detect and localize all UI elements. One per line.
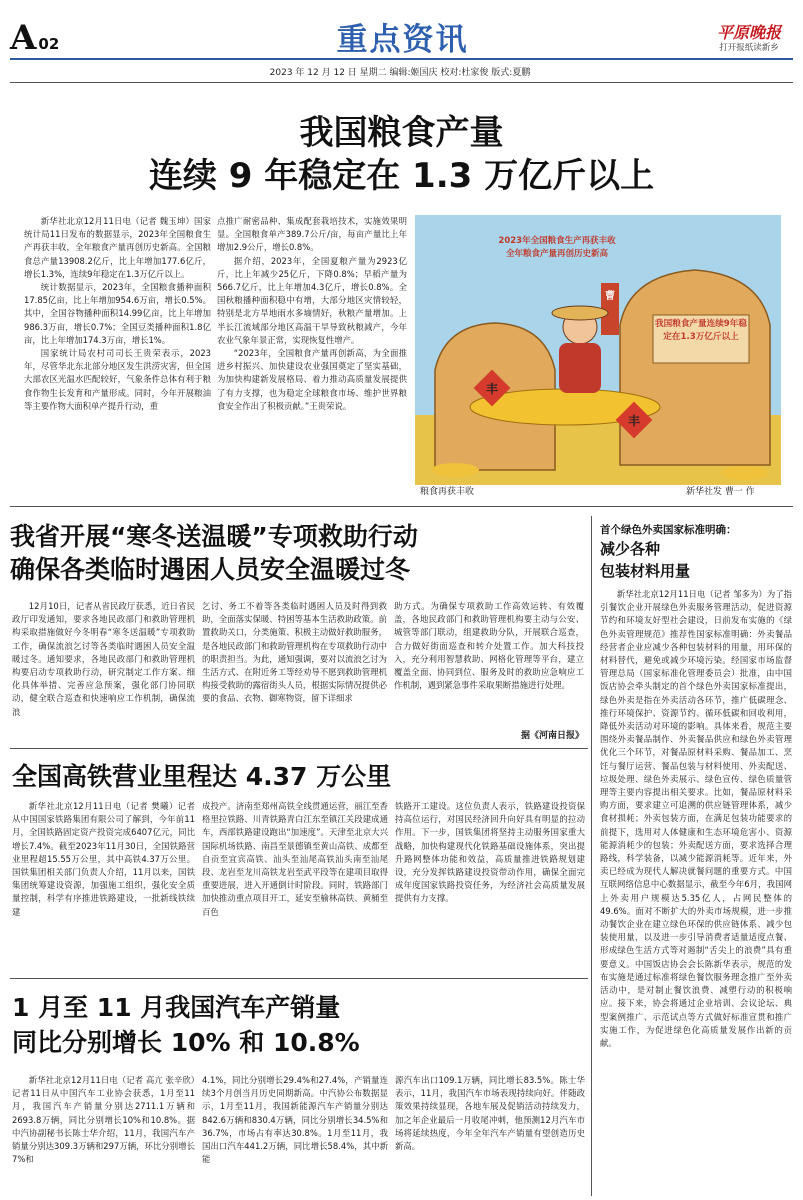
cartoon-caption-left: 粮食再获丰收 <box>420 487 475 497</box>
paragraph: 新华社北京12月11日电（记者 魏玉坤）国家统计局11日发布的数据显示，2023年全国粮食生产再获丰收，全年粮食产量再创历史新高。全国粮食总产量13908.2亿斤，比上年增加177.6亿斤，增长1.3%，连续9年稳定在1.3万亿斤以上。 <box>24 216 211 279</box>
story1-col2 <box>217 215 407 501</box>
story2-headline-line2: 确保各类临时遇困人员安全温暖过冬 <box>10 555 411 584</box>
newspaper-logo <box>706 24 792 54</box>
section-title: 重点资讯 <box>336 22 469 58</box>
paragraph: 统计数据显示，2023年，全国粮食播种面积17.85亿亩，比上年增加954.6万亩，增长0.5%。其中，全国谷物播种面积14.99亿亩，比上年增加986.3万亩，增长0.7%；全国豆类播种面积1.8亿亩，比上年增加174.3万亩，增长1%。 <box>24 282 211 345</box>
story5-headline-line1: 减少各种 <box>600 540 661 558</box>
story4-headline-line1: 1 月至 11 月我国汽车产销量 <box>12 993 341 1022</box>
cartoon-banner <box>471 235 643 261</box>
story4-col1: 新华社北京12月11日电（记者 高亢 张辛欣）记者11日从中国汽车工业协会获悉，1月至11月，我国汽车产销量分别达2711.1万辆和2693.8万辆，同比分别增长10%和10.8%。据中汽协副秘书长陈士华介绍，11月，我国汽车产销量分别达309.3万辆和297万辆，环比分别增长7%和 <box>12 1075 195 1165</box>
vertical-rule <box>591 516 592 1196</box>
story2-headline-line1: 我省开展“寒冬送温暖”专项救助行动 <box>10 522 418 551</box>
story2-col3: 助方式。为确保专项救助工作高效运转、有效覆盖，各地民政部门和救助管理机构要主动与公安、城管等部门联动，组建救助分队，开展联合巡查，合力做好街面巡查和转介处置工作。加大科技投入，充分利用智慧救助、网格化管理等平台，建立覆盖全面、协同到位、服务及时的救助应急响应工作机制，遇到紧急事件采取果断措施进行处理。 <box>394 601 584 691</box>
page-digits: 02 <box>38 35 60 53</box>
story2-source: 据《河南日报》 <box>520 731 584 741</box>
story3-headline: 全国高铁营业里程达 4.37 万公里 <box>12 762 392 791</box>
story2-col2: 乞讨、务工不着等各类临时遇困人员及时得到救助，全面落实保暖、特困等基本生活救助政策。前置救助关口，分类施策、积极主动做好救助服务，是各地民政部门和救助管理机构在专项救助行动中的职责担当。为此，通知强调，要对以流浪乞讨为生活方式、在附近务工等经劝导不愿到救助管理机构接受救助的露宿街头人员，根据实际情况提供必要的食品、衣物、御寒物资，留下详细求 <box>202 601 387 704</box>
story3-col2: 成投产。济南至郑州高铁全线贯通运营，丽江至香格里拉铁路、川青铁路青白江东至镇江关段建成通车，西部铁路建设跑出“加速度”。天津至北京大兴国际机场铁路、南昌至景德镇至黄山高铁、成都至自贡至宜宾高铁、汕头至汕尾高铁汕头南至汕尾段、龙岩至龙川高铁龙岩至武平段等在建项目取得重要进展，进入开通倒计时阶段。同时，铁路部门加快推动重点项目开工，延安至榆林高铁、黄桶至百色 <box>202 801 388 917</box>
masthead-rule <box>10 58 793 60</box>
page-number <box>10 18 59 58</box>
page-letter: A <box>10 18 37 58</box>
story4-col2: 4.1%，同比分别增长29.4%和27.4%，产销量连续3个月创当月历史同期新高。中汽协公布数据显示，1月至11月，我国新能源汽车产销量分别达842.6万辆和830.4万辆，同比分别增长34.5%和36.7%，市场占有率达30.8%。1月至11月，我国出口汽车441.2万辆，同比增长58.4%，其中新能 <box>202 1075 388 1165</box>
cartoon-sign: 曹 <box>605 291 615 302</box>
section-rule <box>10 748 588 749</box>
paragraph: 国家统计局农村司司长王贵荣表示，2023年，尽管华北东北部分地区发生洪涝灾害，但全国大部农区光温水匹配较好，气象条件总体有利于粮食作物生长发育和产量形成。同时，今年开展粮油等主要作物大面积单产提升行动，重 <box>24 348 211 411</box>
cartoon-sack-text: 我国粮食产量连续9年稳定在1.3万亿斤以上 <box>655 319 747 342</box>
paragraph: 据介绍，2023年，全国夏粮产量为2923亿斤，比上年减少25亿斤，下降0.8%；早稻产量为566.7亿斤，比上年增加4.3亿斤，增长0.8%。全国秋粮播种面积稳中有增，大部分地区灾情较轻，特别是北方旱地雨水多墒情好，秋粮产量增加。上半长江流域部分地区高温干旱导致秋粮减产，今年农业气象年景正常，实现恢复性增产。 <box>217 255 407 345</box>
cartoon-banner-line1: 2023年全国粮食生产再获丰收 <box>498 236 616 246</box>
story5-headline <box>600 538 795 582</box>
cartoon-feng-right: 丰 <box>627 414 640 428</box>
cartoon-caption-right: 新华社发 曹一 作 <box>686 487 755 497</box>
story3-col3: 铁路开工建设。这位负责人表示，铁路建设投资保持高位运行，对国民经济回升向好具有明显的拉动作用。下一步，国铁集团将坚持主动服务国家重大战略，加快构建现代化铁路基础设施体系，突出提升路网整体功能和效益，高质量推进铁路规划建设，充分发挥铁路建设投资带动作用，确保全面完成年度国家铁路投资任务，为经济社会高质量发展提供有力支撑。 <box>395 801 585 904</box>
story5-text: 新华社北京12月11日电（记者 邹多为）为了指引餐饮企业开展绿色外卖服务管理活动，促进资源节约和环境友好型社会建设，日前发布实施的《绿色外卖管理规范》推荐性国家标准明确：外卖餐品经营者企业应减少各种包装材料的用量，用环保的材料替代，避免或减少环境污染。经国家市场监督管理总局（国家标准化管理委员会）批准，由中国饭店协会牵头制定的首个绿色外卖国家标准提出，绿色外卖是指在外卖活动各环节，推广低碳理念、推行环境保护、资源节约、循环低碳和回收利用，降低外卖活动对环境的影响。具体来看，规范主要围绕外卖餐品制作、外卖餐品供应和绿色外卖管理优化三个环节，对餐品原材料采购、餐品加工、烹饪与餐厅运营、餐品包装与材料使用、外卖配送、垃圾处理、绿色外卖展示、绿色宣传、绿色质量管理等主要内容提出相关要求。比如，餐品原材料采购方面，要求建立可追溯的供应链管理体系，减少食材损耗；外卖包装方面，在满足包装功能要求的前提下，选用对人体健康和生态环境危害小、资源能源消耗少的包装；外卖配送方面，要求选择合理路线，科学装备，以减少能源消耗等。近年来，外卖已经成为现代人解决就餐问题的重要方式。中国互联网络信息中心数据显示，截至今年6月，我国网上外卖用户规模达5.35亿人，占网民整体的49.6%。面对不断扩大的外卖市场规模，进一步推动餐饮企业在建立绿色环保的供应链体系、减少包装使用量，以及进一步引导消费者适量适度点餐、形成绿色生活方式等对遏制“舌尖上的浪费”具有重要意义。中国饭店协会会长陈新华表示，规范的发布实施是通过标准将绿色餐饮服务理念推广至外卖活动中，是对制止餐饮浪费、减塑行动的积极响应。接下来，协会将通过企业培训、会议论坛、典型案例推广、示范试点等方式做好标准宣贯和推广实施工作，为促进绿色化高质量发展作出新的贡献。 <box>600 589 792 1048</box>
story4-headline <box>12 990 587 1060</box>
story2-headline <box>10 520 590 586</box>
story1-headline-line2: 连续 9 年稳定在 1.3 万亿斤以上 <box>148 156 655 196</box>
paragraph: 点推广耐密品种、集成配套栽培技术，实施效果明显。全国粮食单产389.7公斤/亩，每亩产量比上年增加2.9公斤，增长0.8%。 <box>217 216 407 253</box>
cartoon-banner-line2: 全年粮食产量再创历史新高 <box>505 249 608 259</box>
cartoon-feng-left: 丰 <box>485 382 498 396</box>
story1-headline <box>0 112 803 198</box>
cartoon-illustration <box>415 215 781 485</box>
slogan: 打开报纸读新乡 <box>719 43 779 53</box>
story3-col1: 新华社北京12月11日电（记者 樊曦）记者从中国国家铁路集团有限公司了解到，今年前11月，全国铁路固定资产投资完成6407亿元，同比增长7.4%。截至2023年11月30日，全国铁路营业里程超15.55万公里，其中高铁4.37万公里。国铁集团相关部门负责人介绍，11月以来，国铁集团统筹建设资源，加强施工组织，强化安全质量控制，科学有序推进铁路建设，一批新线铁续建 <box>12 801 195 917</box>
story5-kicker: 首个绿色外卖国家标准明确： <box>600 524 737 536</box>
story4-col3: 源汽车出口109.1万辆，同比增长83.5%。陈士华表示，11月，我国汽车市场表现持续向好。伴随政策效果持续显现，各地车展及促销活动持续发力，加之年企业最后一月收尾冲刺，他预测12月汽车市场将延续热度，今年全年汽车产销量有望创造历史新高。 <box>395 1075 585 1152</box>
story5-headline-line2: 包装材料用量 <box>600 562 691 580</box>
section-rule <box>10 506 793 507</box>
section-rule <box>10 978 588 979</box>
dateline-rule <box>10 82 793 83</box>
story1-col1 <box>24 215 211 501</box>
story1-headline-line1: 我国粮食产量 <box>299 113 504 153</box>
paragraph: “2023年，全国粮食产量再创新高，为全面推进乡村振兴、加快建设农业强国奠定了坚实基础，为加快构建新发展格局、着力推动高质量发展提供了有力支撑，也为稳定全球粮食市场、维护世界粮食安全作出了积极贡献。”王贵荣说。 <box>217 348 407 411</box>
logo-text: 平原晚报 <box>716 23 781 42</box>
dateline: 2023 年 12 月 12 日 星期二 编辑:姬国庆 校对:杜家俊 版式:夏鹏 <box>269 68 531 78</box>
story4-headline-line2: 同比分别增长 10% 和 10.8% <box>12 1028 360 1057</box>
story2-col1: 12月10日，记者从省民政厅获悉，近日省民政厅印发通知，要求各地民政部门和救助管理机构采取措施做好今冬明春“寒冬送温暖”专项救助工作，确保流浪乞讨等各类临时遇困人员安全温暖过冬。通知要求，各地民政部门和救助管理机构要启动专项救助行动，研究制定工作方案、细化具体举措、完善应急预案，强化部门协同联动，健全联合巡查和快速响应工作机制，确保流浪 <box>12 601 195 717</box>
